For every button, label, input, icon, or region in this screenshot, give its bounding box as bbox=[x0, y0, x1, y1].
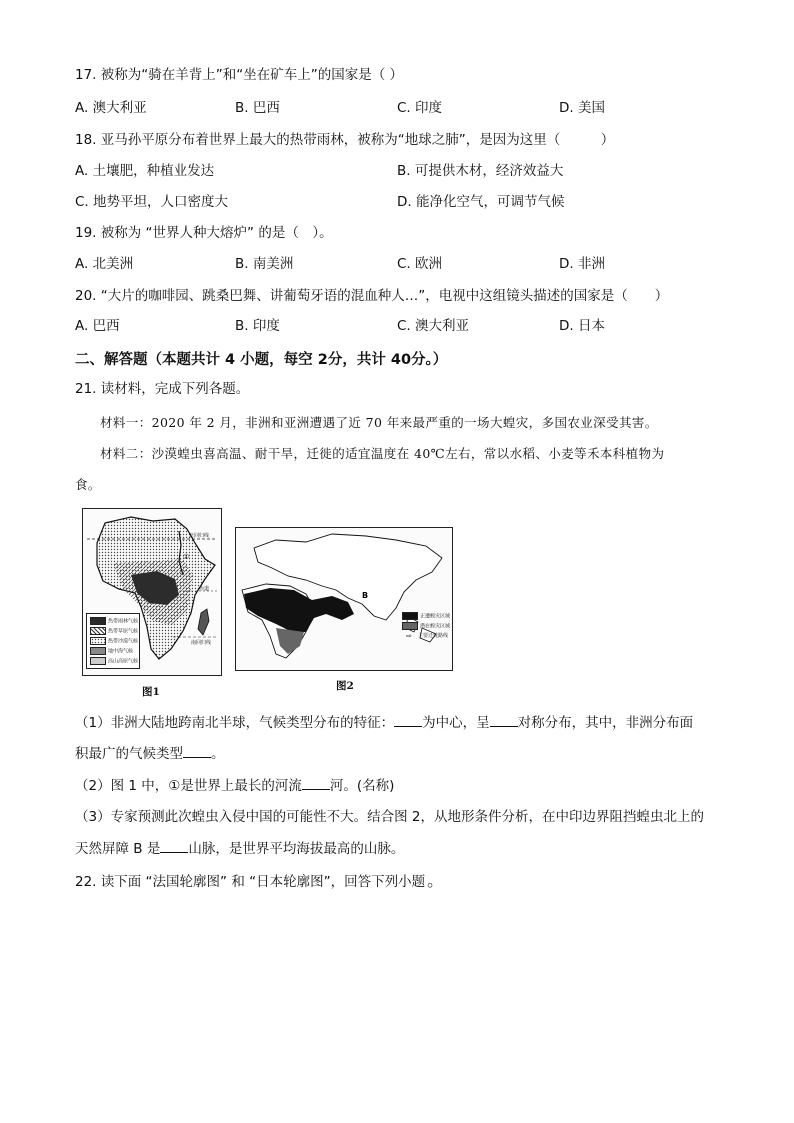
q18-option-d: D. 能净化空气，可调节气候 bbox=[397, 194, 565, 210]
answer-blank[interactable] bbox=[490, 713, 518, 727]
q17-option-d: D. 美国 bbox=[559, 100, 605, 116]
svg-text:①: ① bbox=[183, 553, 190, 561]
legend-item: 热带沙漠气候 bbox=[90, 637, 138, 645]
svg-text:B: B bbox=[362, 591, 369, 600]
q17-option-c: C. 印度 bbox=[397, 100, 443, 116]
q20-option-d: D. 日本 bbox=[559, 318, 605, 334]
legend-item: 潜在蝗灾区域 bbox=[402, 622, 450, 630]
legend-item: 地中海气候 bbox=[90, 647, 133, 655]
legend-item: 热带草原气候 bbox=[90, 627, 138, 635]
answer-blank[interactable] bbox=[394, 713, 422, 727]
figure-2-legend bbox=[402, 610, 451, 646]
figure-1-caption: 图1 bbox=[142, 686, 160, 698]
question-17-stem: 17. 被称为“骑在羊背上”和“坐在矿车上”的国家是（ ） bbox=[75, 67, 404, 83]
figure-1-africa-climate-map bbox=[82, 508, 222, 676]
q17-option-a: A. 澳大利亚 bbox=[75, 100, 147, 116]
q20-option-c: C. 澳大利亚 bbox=[397, 318, 470, 334]
question-22-stem: 22. 读下面 “法国轮廓图” 和 “日本轮廓图”，回答下列小题 。 bbox=[75, 871, 444, 890]
end-mark: 。 bbox=[427, 871, 444, 890]
q18-option-a: A. 土壤肥，种植业发达 bbox=[75, 163, 215, 179]
q19-option-b: B. 南美洲 bbox=[235, 256, 294, 272]
q18-option-b: B. 可提供木材，经济效益大 bbox=[397, 163, 564, 179]
legend-item: 高山高原气候 bbox=[90, 657, 138, 665]
q20-option-b: B. 印度 bbox=[235, 318, 280, 334]
label-tropic-of-cancer: 北回归线 bbox=[189, 533, 210, 539]
answer-blank[interactable] bbox=[183, 744, 211, 758]
material-2-line-1: 材料二：沙漠蝗虫喜高温、耐干旱，迁徙的适宜温度在 40℃左右，常以水稻、小麦等禾本科植物为 bbox=[100, 446, 665, 461]
sub-question-3-line-1: （3）专家预测此次蝗虫入侵中国的可能性不大。结合图 2，从地形条件分析，在中印边界阻挡蝗虫北上的 bbox=[75, 809, 704, 825]
figure-1-legend bbox=[86, 613, 140, 669]
q19-option-a: A. 北美洲 bbox=[75, 256, 134, 272]
sub-question-3-line-2: 天然屏障 B 是 山脉，是世界平均海拔最高的山脉。 bbox=[75, 841, 405, 857]
question-21-stem: 21. 读材料，完成下列各题。 bbox=[75, 381, 250, 397]
sub-question-1-line-2: 积最广的气候类型 。 bbox=[75, 746, 225, 762]
arrow-icon: ⇨ bbox=[406, 631, 412, 640]
legend-swatch bbox=[402, 612, 418, 620]
answer-blank[interactable] bbox=[160, 839, 188, 853]
legend-item: 正遭蝗灾区域 bbox=[402, 612, 450, 620]
question-20-stem: 20. “大片的咖啡园、跳桑巴舞、讲葡萄牙语的混血种人…”，电视中这组镜头描述的国家是（ ） bbox=[75, 288, 669, 304]
sub-question-2: （2）图 1 中，①是世界上最长的河流 河。(名称) bbox=[75, 778, 395, 794]
answer-blank[interactable] bbox=[302, 776, 330, 790]
legend-swatch bbox=[90, 627, 106, 635]
q19-option-c: C. 欧洲 bbox=[397, 256, 443, 272]
section-title: 二、解答题（本题共计 4 小题，每空 2分，共计 40分。） bbox=[75, 352, 448, 368]
sub-question-1-line-1: （1）非洲大陆地跨南北半球，气候类型分布的特征： 为中心，呈 对称分布，其中，非洲分布面 bbox=[75, 715, 694, 731]
material-2-line-2: 食。 bbox=[75, 477, 101, 492]
label-tropic-of-capricorn: 南回归线 bbox=[191, 640, 212, 646]
q20-option-a: A. 巴西 bbox=[75, 318, 120, 334]
legend-swatch bbox=[90, 637, 106, 645]
locust-map-graphic bbox=[236, 528, 452, 670]
legend-swatch bbox=[90, 657, 106, 665]
question-19-stem: 19. 被称为 “世界人种大熔炉” 的是（ ）。 bbox=[75, 225, 333, 241]
figure-2-caption: 图2 bbox=[336, 680, 354, 692]
legend-swatch bbox=[90, 647, 106, 655]
legend-item: 热带雨林气候 bbox=[90, 617, 138, 625]
q19-option-d: D. 非洲 bbox=[559, 256, 605, 272]
legend-swatch bbox=[402, 622, 418, 630]
q17-option-b: B. 巴西 bbox=[235, 100, 280, 116]
legend-item: ⇨ 主要迁徙路线 bbox=[402, 632, 448, 640]
figure-2-locust-map bbox=[235, 527, 453, 671]
label-equator: 赤道 bbox=[199, 586, 210, 592]
q18-option-c: C. 地势平坦，人口密度大 bbox=[75, 194, 229, 210]
legend-swatch bbox=[90, 617, 106, 625]
question-18-stem: 18. 亚马孙平原分布着世界上最大的热带雨林，被称为“地球之肺”，是因为这里（ ） bbox=[75, 132, 615, 148]
material-1: 材料一：2020 年 2 月，非洲和亚洲遭遇了近 70 年来最严重的一场大蝗灾，多国农业深受其害。 bbox=[100, 415, 658, 430]
